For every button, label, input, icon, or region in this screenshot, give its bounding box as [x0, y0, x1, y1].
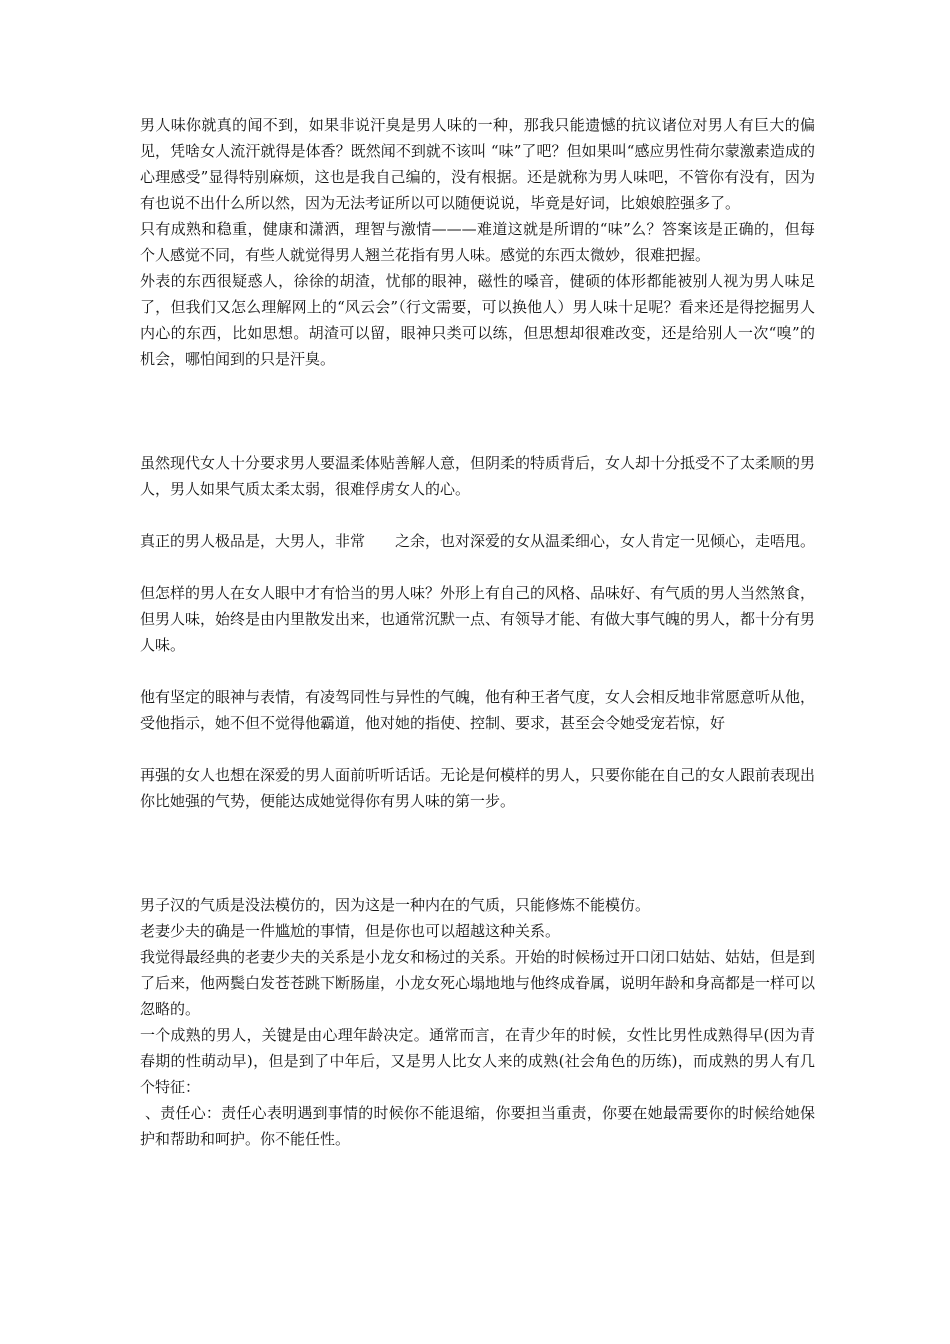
paragraph: 男人味你就真的闻不到，如果非说汗臭是男人味的一种，那我只能遗憾的抗议诸位对男人有巨大的偏见，凭啥女人流汗就得是体香？既然闻不到就不该叫 “味”了吧？但如果叫“感应男性荷尔蒙激素造成的心理感受”显得特别麻烦，这也是我自己编的，没有根据。还是就称为男人味吧，不管你有没有，因为有也说不出什么所以然，因为无法考证所以可以随便说说，毕竟是好词，比娘娘腔强多了。 [140, 116, 815, 212]
paragraph-spacer [140, 736, 815, 762]
paragraph: 真正的男人极品是，大男人，非常 之余，也对深爱的女从温柔细心，女人肯定一见倾心，走唔甩。 [140, 532, 816, 550]
paragraph: 男子汉的气质是没法模仿的，因为这是一种内在的气质，只能修炼不能模仿。 [140, 896, 651, 914]
section-spacer [140, 372, 815, 450]
paragraph: 、责任心：责任心表明遇到事情的时候你不能退缩，你要担当重责，你要在她最需要你的时候给她保护和帮助和呵护。你不能任性。 [140, 1104, 815, 1148]
paragraph: 外表的东西很疑惑人，徐徐的胡渣，忧郁的眼神，磁性的嗓音，健硕的体形都能被别人视为男人味足了，但我们又怎么理解网上的“风云会”（行文需要，可以换他人）男人味十足呢？看来还是得挖掘男人内心的东西，比如思想。胡渣可以留，眼神只类可以练，但思想却很难改变，还是给别人一次“嗅”的机会，哪怕闻到的只是汗臭。 [140, 272, 815, 368]
section-masculinity-essay [140, 112, 815, 372]
paragraph-spacer [140, 658, 815, 684]
paragraph: 虽然现代女人十分要求男人要温柔体贴善解人意，但阴柔的特质背后，女人却十分抵受不了太柔顺的男人，男人如果气质太柔太弱，很难俘虏女人的心。 [140, 454, 816, 498]
section-maturity [140, 892, 815, 1152]
paragraph: 我觉得最经典的老妻少夫的关系是小龙女和杨过的关系。开始的时候杨过开口闭口姑姑、姑姑，但是到了后来，他两鬓白发苍苍跳下断肠崖，小龙女死心塌地地与他终成眷属，说明年龄和身高都是一样可以忽略的。 [140, 948, 816, 1018]
paragraph: 他有坚定的眼神与表情，有凌驾同性与异性的气魄，他有种王者气度，女人会相反地非常愿意听从他，受他指示，她不但不觉得他霸道，他对她的指使、控制、要求，甚至会令她受宠若惊，好 [140, 688, 816, 732]
paragraph: 再强的女人也想在深爱的男人面前听听话话。无论是何模样的男人，只要你能在自己的女人跟前表现出你比她强的气势，便能达成她觉得你有男人味的第一步。 [140, 766, 816, 810]
paragraph: 但怎样的男人在女人眼中才有恰当的男人味？外形上有自己的风格、品味好、有气质的男人当然煞食，但男人味，始终是由内里散发出来，也通常沉默一点、有领导才能、有做大事气魄的男人，都十分有男人味。 [140, 584, 816, 654]
paragraph: 一个成熟的男人，关键是由心理年龄决定。通常而言，在青少年的时候，女性比男性成熟得早(因为青春期的性萌动早)，但是到了中年后，又是男人比女人来的成熟(社会角色的历练)，而成熟的男人有几个特征： [140, 1026, 815, 1096]
paragraph-spacer [140, 502, 815, 528]
section-womens-view [140, 450, 815, 814]
paragraph-spacer [140, 554, 815, 580]
section-spacer [140, 814, 815, 892]
paragraph: 老妻少夫的确是一件尴尬的事情，但是你也可以超越这种关系。 [140, 922, 561, 940]
document-page [140, 112, 815, 1152]
paragraph: 只有成熟和稳重，健康和潇洒，理智与激情———难道这就是所谓的“味”么？答案该是正确的，但每个人感觉不同，有些人就觉得男人翘兰花指有男人味。感觉的东西太微妙，很难把握。 [140, 220, 815, 264]
